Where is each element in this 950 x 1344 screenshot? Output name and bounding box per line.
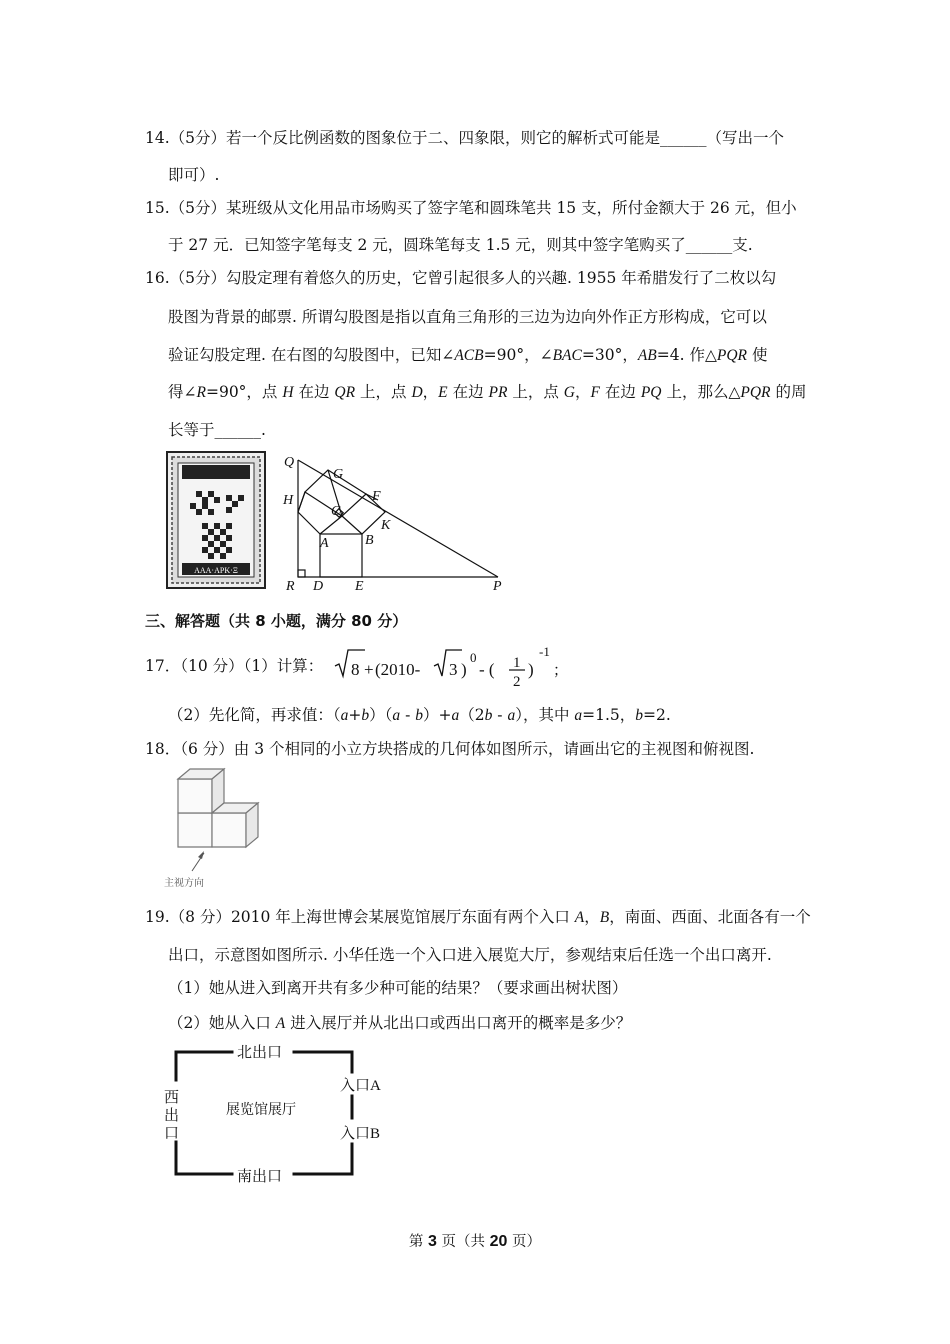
- fraction-denominator: 2: [513, 674, 521, 690]
- radicand-8: 8: [351, 660, 360, 679]
- q18-line1: 18．（6 分）由 3 个相同的小立方块搭成的几何体如图所示，请画出它的主视图和俯视图.: [145, 740, 755, 758]
- fraction-numerator: 1: [513, 655, 521, 671]
- label-A: A: [320, 536, 329, 551]
- cube-bottom-right: [212, 813, 246, 847]
- label-E: E: [355, 579, 364, 594]
- page-number: 3: [428, 1233, 437, 1250]
- view-direction-caption: 主视方向: [164, 878, 204, 889]
- q16-line2: 股图为背景的邮票. 所谓勾股图是指以直角三角形的三边为边向外作正方形构成，它可以: [168, 308, 767, 326]
- entry-a-label: 入口A: [340, 1078, 381, 1094]
- svg-text:ΑΑΑ·ΑΡΚ·Ξ: ΑΑΑ·ΑΡΚ·Ξ: [194, 566, 238, 575]
- hall-label: 展览馆展厅: [226, 1103, 296, 1118]
- q19-line3: （1）她从进入到离开共有多少种可能的结果？（要求画出树状图）: [168, 979, 628, 997]
- cube-figure: [160, 765, 280, 891]
- label-F: F: [372, 489, 381, 504]
- label-C: C: [331, 504, 341, 519]
- q16-line4: 得∠R=90°，点 H 在边 QR 上，点 D，E 在边 PR 上，点 G，F 在边 PQ 上，那么△PQR 的周: [168, 383, 807, 401]
- west-exit-label-1: 西: [164, 1090, 180, 1106]
- q14-line2: 即可）.: [168, 166, 220, 184]
- wall-ne: [294, 1052, 352, 1072]
- south-exit-label: 南出口: [237, 1169, 283, 1185]
- label-D: D: [313, 579, 324, 594]
- cube-top: [178, 779, 212, 813]
- q19-line2: 出口，示意图如图所示. 小华任选一个入口进入展览大厅，参观结束后任选一个出口离开.: [168, 946, 772, 964]
- close-paren-2: ): [528, 660, 534, 679]
- west-exit-label-2: 出: [164, 1108, 180, 1124]
- north-exit-label: 北出口: [237, 1045, 283, 1061]
- q19-line1: 19.（8 分）2010 年上海世博会某展览馆展厅东面有两个入口 A，B，南面、西面、北面各有一个: [145, 908, 811, 926]
- hall-diagram: [158, 1036, 398, 1192]
- paren-2010: (2010-: [375, 660, 421, 679]
- exponent-zero: 0: [470, 650, 477, 665]
- label-G: G: [333, 467, 344, 482]
- semicolon: ；: [553, 663, 569, 679]
- minus-open: - (: [479, 660, 495, 679]
- q17-line2: （2）先化简，再求值：（a+b）（a ‐ b）+a（2b ‐ a），其中 a=1.5，b=2.: [168, 706, 671, 724]
- plus-sign: +: [364, 660, 374, 679]
- label-Q: Q: [284, 455, 295, 470]
- west-exit-label-3: 口: [164, 1126, 180, 1142]
- page-footer: 第 3 页（共 20 页）: [408, 1233, 542, 1250]
- section-heading: 三、解答题（共 8 小题，满分 80 分）: [145, 612, 408, 630]
- stamp-image: [166, 451, 266, 589]
- q17-formula: [333, 640, 573, 692]
- cube-bottom-left: [178, 813, 212, 847]
- label-B: B: [365, 533, 374, 548]
- q15-line1: 15.（5分）某班级从文化用品市场购买了签字笔和圆珠笔共 15 支，所付金额大于 26 元，但小: [145, 199, 797, 217]
- q15-line2: 于 27 元．已知签字笔每支 2 元，圆珠笔每支 1.5 元，则其中签字笔购买了______支.: [168, 236, 753, 254]
- label-R: R: [286, 579, 295, 594]
- wall-sw: [176, 1142, 232, 1174]
- q16-line5: 长等于______.: [168, 421, 266, 439]
- right-angle-R: [298, 570, 305, 577]
- entry-b-label: 入口B: [340, 1126, 381, 1142]
- page-total: 20: [489, 1233, 508, 1250]
- side-QP: [298, 460, 498, 577]
- label-K: K: [381, 518, 391, 533]
- exponent-neg1: -1: [539, 644, 550, 659]
- wall-nw: [176, 1052, 232, 1080]
- close-paren-1: ): [461, 660, 467, 679]
- wall-se: [294, 1144, 352, 1174]
- radicand-3: 3: [449, 660, 458, 679]
- q17-line1: 17．（10 分）（1）计算：: [145, 657, 324, 675]
- q16-line3: 验证勾股定理. 在右图的勾股图中，已知∠ACB=90°，∠BAC=30°，AB=4. 作△PQR 使: [168, 346, 768, 364]
- q19-line4: （2）她从入口 A 进入展厅并从北出口或西出口离开的概率是多少？: [168, 1014, 632, 1032]
- q16-line1: 16.（5分）勾股定理有着悠久的历史，它曾引起很多人的兴趣. 1955 年希腊发行了二枚以勾: [145, 269, 777, 287]
- q14-line1: 14.（5分）若一个反比例函数的图象位于二、四象限，则它的解析式可能是______（写出一个: [145, 129, 785, 147]
- label-P: P: [493, 579, 502, 594]
- pythagoras-figure: [280, 452, 510, 594]
- label-H: H: [283, 493, 294, 508]
